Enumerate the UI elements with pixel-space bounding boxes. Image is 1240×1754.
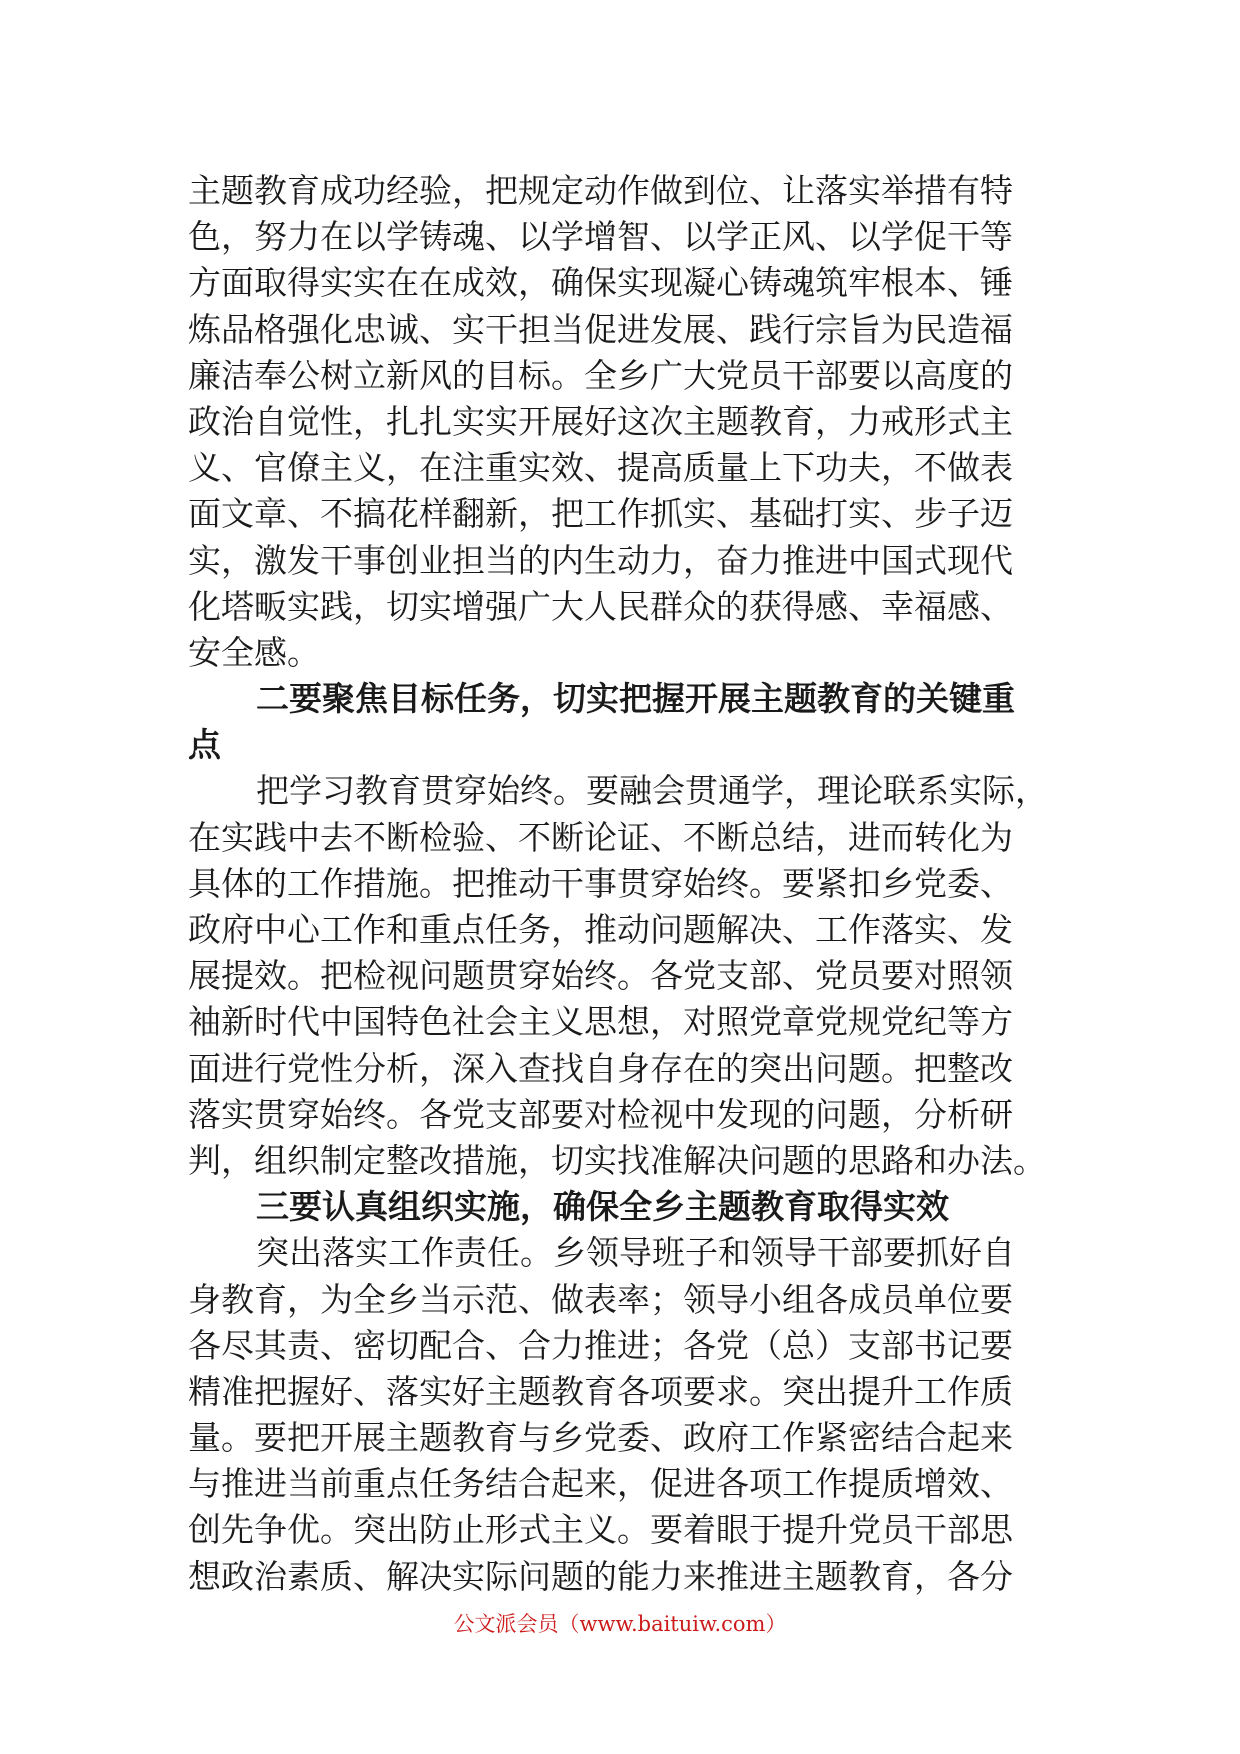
body-line: 想政治素质、解决实际问题的能力来推进主题教育，各分 bbox=[188, 1556, 1013, 1596]
body-line: 与推进当前重点任务结合起来，促进各项工作提质增效、 bbox=[188, 1464, 1013, 1504]
body-line: 面文章、不搞花样翻新，把工作抓实、基础打实、步子迈 bbox=[188, 494, 1013, 534]
body-line: 量。要把开展主题教育与乡党委、政府工作紧密结合起来 bbox=[188, 1418, 1013, 1458]
body-line: 政府中心工作和重点任务，推动问题解决、工作落实、发 bbox=[188, 910, 1013, 949]
body-line: 化塔畈实践，切实增强广大人民群众的获得感、幸福感、 bbox=[188, 586, 1013, 626]
body-line: 袖新时代中国特色社会主义思想，对照党章党规党纪等方 bbox=[188, 1002, 1013, 1042]
body-line: 面进行党性分析，深入查找自身存在的突出问题。把整改 bbox=[188, 1048, 1013, 1088]
body-line: 创先争优。突出防止形式主义。要着眼于提升党员干部思 bbox=[188, 1510, 1013, 1550]
document-body bbox=[188, 168, 1108, 1600]
footer-watermark: 公文派会员（www.baituiw.com） bbox=[453, 1612, 787, 1636]
body-line: 身教育，为全乡当示范、做表率；领导小组各成员单位要 bbox=[188, 1279, 1013, 1319]
body-line: 落实贯穿始终。各党支部要对检视中发现的问题，分析研 bbox=[188, 1094, 1013, 1134]
body-line: 精准把握好、落实好主题教育各项要求。突出提升工作质 bbox=[188, 1371, 1013, 1411]
section-heading-line: 二要聚焦目标任务，切实把握开展主题教育的关键重 bbox=[256, 679, 1015, 719]
body-line: 安全感。 bbox=[188, 632, 320, 672]
body-line: 廉洁奉公树立新风的目标。全乡广大党员干部要以高度的 bbox=[188, 355, 1013, 395]
body-line: 展提效。把检视问题贯穿始终。各党支部、党员要对照领 bbox=[188, 956, 1013, 996]
body-line: 在实践中去不断检验、不断论证、不断总结，进而转化为 bbox=[188, 817, 1013, 857]
section-heading-line: 点 bbox=[188, 725, 221, 765]
section-heading-line: 三要认真组织实施，确保全乡主题教育取得实效 bbox=[256, 1187, 949, 1227]
body-line: 判，组织制定整改措施，切实找准解决问题的思路和办法。 bbox=[188, 1140, 1046, 1180]
body-line: 政治自觉性，扎扎实实开展好这次主题教育，力戒形式主 bbox=[188, 401, 1013, 441]
body-line: 实，激发干事创业担当的内生动力，奋力推进中国式现代 bbox=[188, 540, 1013, 580]
body-line: 突出落实工作责任。乡领导班子和领导干部要抓好自 bbox=[256, 1233, 1015, 1273]
body-line: 把学习教育贯穿始终。要融会贯通学，理论联系实际， bbox=[256, 771, 1048, 811]
body-line: 色，努力在以学铸魂、以学增智、以学正风、以学促干等 bbox=[188, 217, 1013, 257]
body-line: 义、官僚主义，在注重实效、提高质量上下功夫，不做表 bbox=[188, 448, 1013, 488]
body-line: 主题教育成功经验，把规定动作做到位、让落实举措有特 bbox=[188, 171, 1013, 210]
body-line: 方面取得实实在在成效，确保实现凝心铸魂筑牢根本、锤 bbox=[188, 263, 1013, 303]
body-line: 各尽其责、密切配合、合力推进；各党（总）支部书记要 bbox=[188, 1325, 1013, 1365]
body-line: 炼品格强化忠诚、实干担当促进发展、践行宗旨为民造福 bbox=[188, 309, 1013, 349]
body-line: 具体的工作措施。把推动干事贯穿始终。要紧扣乡党委、 bbox=[188, 863, 1013, 903]
